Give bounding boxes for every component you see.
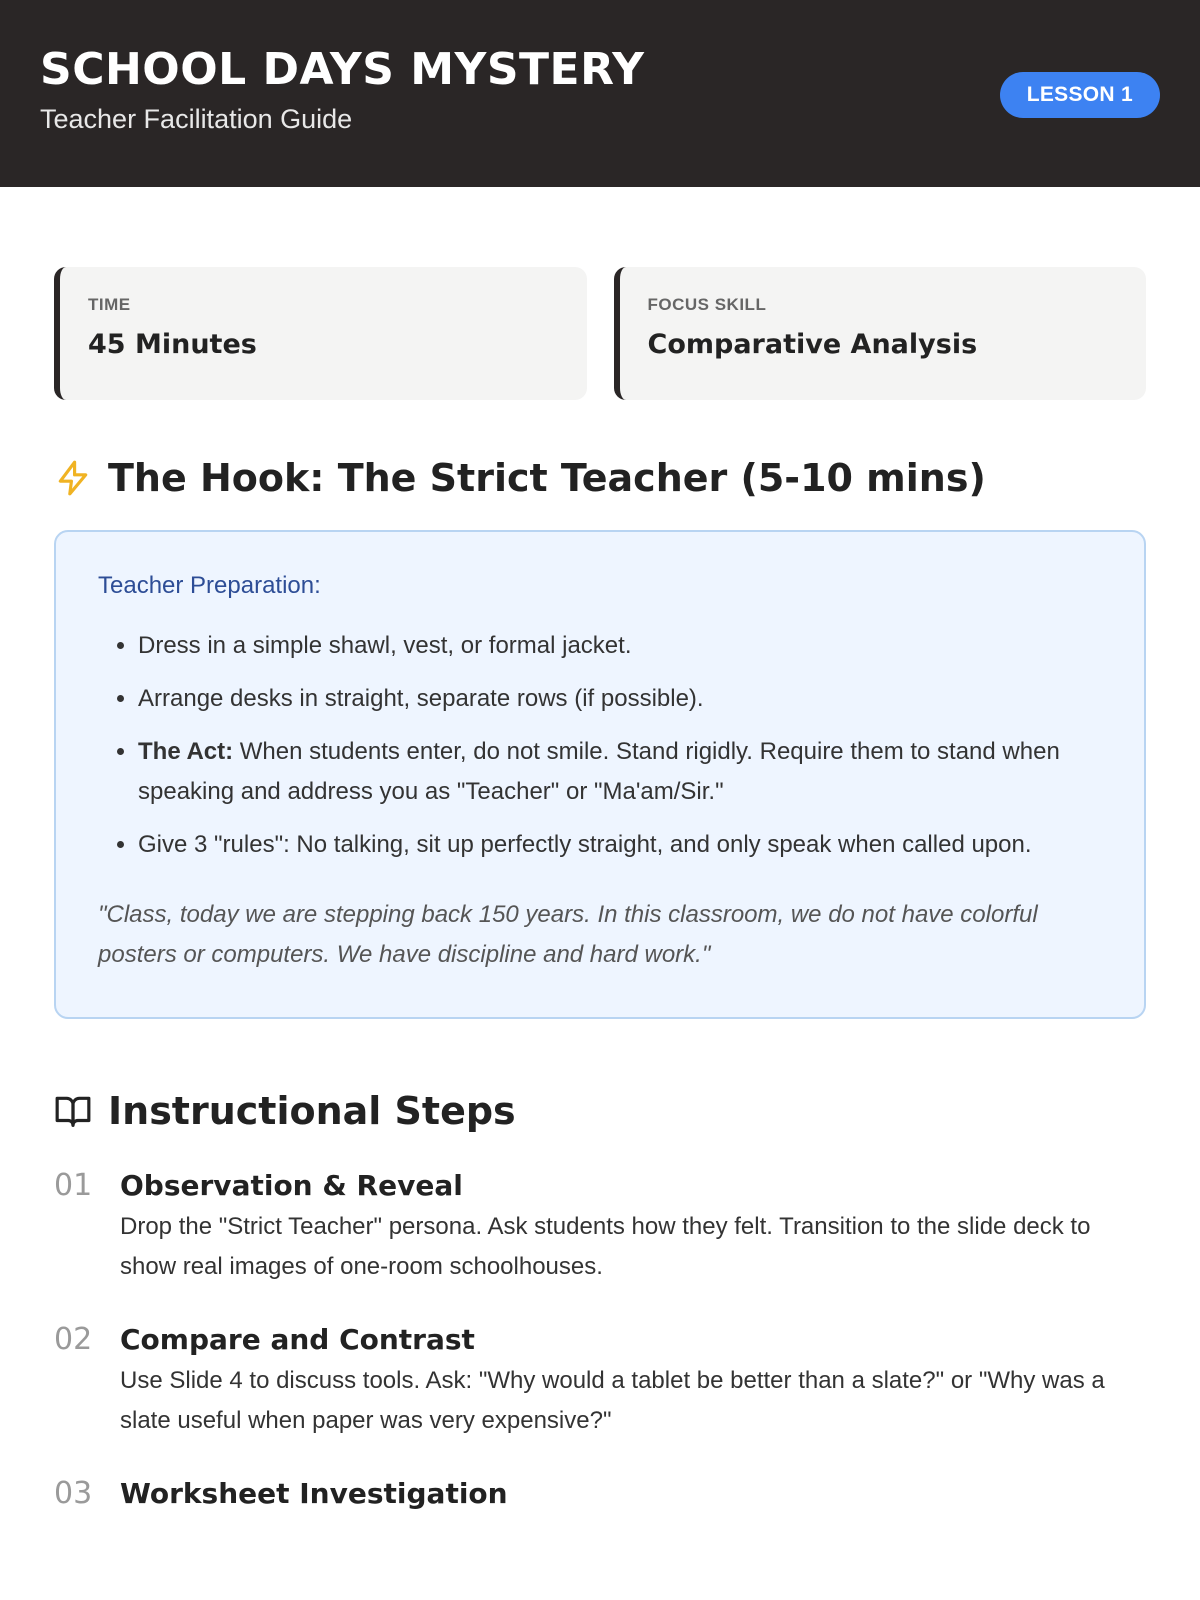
list-item-text: Dress in a simple shawl, vest, or formal jacket. — [138, 632, 632, 659]
time-value: 45 Minutes — [88, 329, 257, 360]
list-item-text: Give 3 "rules": No talking, sit up perfectly straight, and only speak when called upon. — [138, 831, 1032, 858]
list-item-text: When students enter, do not smile. Stand rigidly. Require them to stand when speaking and address you as "Teacher" or "Ma'am/Sir." — [138, 738, 1060, 805]
list-item — [138, 679, 1102, 719]
list-item-text: Arrange desks in straight, separate rows (if possible). — [138, 685, 704, 712]
step-title: Observation & Reveal — [120, 1169, 463, 1202]
step-number: 02 — [54, 1322, 93, 1357]
focus-skill-label: FOCUS SKILL — [647, 295, 767, 314]
main-content — [0, 187, 1200, 1511]
page-header — [0, 0, 1200, 187]
list-item — [138, 825, 1102, 865]
page-subtitle: Teacher Facilitation Guide — [40, 104, 353, 134]
time-card — [54, 267, 587, 400]
lightning-icon — [54, 459, 92, 497]
step-item — [54, 1169, 1146, 1287]
step-title: Compare and Contrast — [120, 1323, 475, 1356]
page-title: SCHOOL DAYS MYSTERY — [40, 44, 645, 95]
steps-heading — [54, 1089, 1146, 1133]
teacher-quote: "Class, today we are stepping back 150 years. In this classroom, we do not have colorful posters or computers. We have discipline and hard work." — [98, 901, 1038, 968]
step-body — [120, 1323, 1146, 1441]
info-cards — [54, 267, 1146, 400]
hook-title: The Hook: The Strict Teacher (5-10 mins) — [108, 456, 986, 500]
step-description: Drop the "Strict Teacher" persona. Ask students how they felt. Transition to the slide deck to show real images of one-room schoolhouses. — [120, 1213, 1091, 1280]
prep-title: Teacher Preparation: — [98, 572, 321, 599]
step-number: 01 — [54, 1168, 93, 1203]
focus-skill-card — [614, 267, 1147, 400]
list-item-bold: The Act: — [138, 738, 234, 765]
step-number: 03 — [54, 1476, 93, 1511]
step-body — [120, 1169, 1146, 1287]
teacher-preparation-box — [54, 530, 1146, 1019]
step-description: Use Slide 4 to discuss tools. Ask: "Why would a tablet be better than a slate?" or "Why was a slate useful when paper was very expensive?" — [120, 1367, 1105, 1434]
steps-title: Instructional Steps — [108, 1089, 516, 1133]
lesson-badge: LESSON 1 — [1000, 72, 1160, 118]
step-title: Worksheet Investigation — [120, 1477, 508, 1510]
open-book-icon — [54, 1092, 92, 1130]
time-label: TIME — [88, 295, 131, 314]
hook-heading — [54, 456, 1146, 500]
step-item — [54, 1323, 1146, 1441]
step-body — [120, 1477, 508, 1511]
focus-skill-value: Comparative Analysis — [647, 329, 978, 360]
step-item — [54, 1477, 1146, 1511]
list-item — [138, 626, 1102, 666]
list-item — [138, 732, 1102, 812]
prep-list — [98, 626, 1102, 865]
